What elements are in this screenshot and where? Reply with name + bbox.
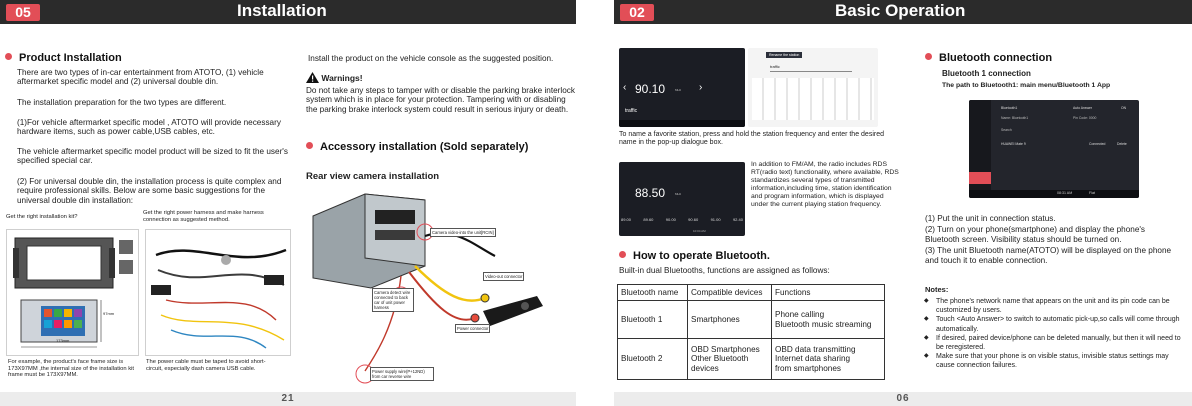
rear-camera-diagram	[305, 186, 545, 386]
how-to-bluetooth-heading: How to operate Bluetooth.	[619, 250, 770, 262]
bluetooth-table	[617, 284, 885, 380]
label-video-out: Video-out connector	[485, 274, 523, 279]
keyboard	[752, 78, 874, 120]
bluetooth-1-sub: Bluetooth 1 connection	[942, 69, 1031, 78]
dimension-width: 173mm	[56, 338, 70, 343]
arrow-left-icon: ‹	[623, 82, 627, 93]
radio-caption-rename: To name a favorite station, press and hold the station frequency and enter the desired name in the pop-up dialogue box.	[619, 131, 884, 147]
preset-6[interactable]: 92.40	[732, 217, 743, 222]
note-item: ◆ Touch <Auto Answer> to switch to automatic pick-up,so calls will come through automatically.	[922, 315, 1184, 333]
pin-field[interactable]: Pin Code: 0000	[1073, 116, 1097, 120]
bt-status-bar	[969, 190, 1139, 198]
bluetooth-connection-heading: Bluetooth connection	[925, 52, 1052, 64]
table-cell: Bluetooth 2	[618, 339, 688, 380]
header-cell: Functions	[772, 285, 885, 301]
harness-drawing	[146, 230, 290, 355]
radio-unit-1: MHz	[675, 88, 682, 92]
notes-title: Notes:	[925, 285, 949, 294]
bt1-title: Bluetooth1	[1001, 106, 1018, 110]
preset-4[interactable]: 90.60	[688, 217, 699, 222]
how-to-bluetooth-sub: Built-in dual Bluetooths, functions are assigned as follows:	[619, 266, 830, 275]
radio-screen-main	[619, 48, 745, 127]
caption-frame: For example, the product's face frame size is 173X97MM ,the internal size of the installation kit frame must be 173X97MM.	[8, 359, 134, 379]
step-3: (3) The unit Bluetooth name(ATOTO) will be displayed on the phone	[925, 245, 1172, 255]
install-kit-image	[6, 229, 139, 356]
paired-device[interactable]: HUAWEI Mate 9	[1001, 142, 1026, 146]
label-reverse-wire: Camera detect wire connected to back car of unit power harness	[372, 288, 414, 312]
install-p5: (2) For universal double din, the installation process is quite complex and require professional skills. Below are some basic suggestions for the universal double din installation:	[17, 177, 282, 205]
rear-camera-drawing	[305, 186, 545, 386]
caption-harness: Get the right power harness and make harness connection as suggested method.	[143, 210, 264, 223]
power-harness-image	[145, 229, 291, 356]
table-header-row	[618, 285, 885, 301]
label-power-connector: Power connector	[457, 326, 489, 331]
label-power-supply: Power supply wire(P+12ND) from car reverse wire	[370, 367, 434, 381]
step-1: (1) Put the unit in connection status.	[925, 214, 1056, 223]
install-intro: Install the product on the vehicle console as the suggested position.	[308, 54, 554, 63]
radio-screen-rds	[619, 162, 745, 236]
caption-kit: Get the right installation kit?	[6, 214, 78, 220]
bluetooth-path: The path to Bluetooth1: main menu/Bluetooth 1 App	[942, 82, 1111, 89]
note-item: ◆ The phone's network name that appears on the unit and its pin code can be customized by users.	[922, 297, 1184, 315]
step-2-cont: Bluetooth screen. Visibility status should be turned on.	[925, 235, 1122, 245]
table-row	[618, 339, 885, 380]
table-row	[618, 301, 885, 339]
auto-answer-toggle[interactable]: ON	[1121, 106, 1127, 110]
caption-power: The power cable must be taped to avoid short-circuit, especially dash camera USB cable.	[146, 359, 266, 372]
right-page-badge: 02	[620, 4, 654, 21]
rds-description: In addition to FM/AM, the radio includes RDS RT(radio text) functionality, where available, RDS standardizes several types of transmitted information,including time, station identification and program information, which is displayed under the current playing station frequency.	[751, 161, 899, 209]
delete-button[interactable]: Delete	[1117, 142, 1127, 146]
table-cell: OBD data transmitting Internet data sharing from smartphones	[772, 339, 885, 380]
note-item: ◆ If desired, paired device/phone can be deleted manually, but then it will need to be reregistered.	[922, 334, 1184, 352]
rear-camera-heading: Rear view camera installation	[306, 171, 440, 182]
table-cell: OBD Smartphones Other Bluetooth devices	[688, 339, 772, 380]
header-cell: Compatible devices	[688, 285, 772, 301]
right-page-title: Basic Operation	[835, 1, 966, 20]
label-video-in: Camera video-into the unit[RCIN]	[432, 230, 494, 235]
install-p2: The installation preparation for the two types are different.	[17, 98, 227, 107]
bullet-dot	[5, 53, 12, 60]
preset-1[interactable]: 89.00	[621, 217, 632, 222]
warnings-text: Do not take any steps to tamper with or disable the parking brake interlock system which is in place for your protection. Tampering with or disabling the parking brake interlock system could result in serious injury or death.	[306, 86, 575, 114]
table-cell: Smartphones	[688, 301, 772, 339]
install-p4: The vehicle aftermarket specific model product will be sized to fit the user's specified special car.	[17, 147, 288, 166]
rename-dialog-screen	[748, 48, 878, 127]
preset-2[interactable]: 89.60	[643, 217, 654, 222]
radio-status-bar	[619, 120, 745, 127]
table-cell: Phone calling Bluetooth music streaming	[772, 301, 885, 339]
table-cell: Bluetooth 1	[618, 301, 688, 339]
rename-dialog-title: Rename the station	[766, 52, 802, 58]
accessory-heading: Accessory installation (Sold separately)	[306, 141, 528, 153]
dimension-height: 97mm	[103, 311, 115, 316]
station-name-label: traffic	[625, 108, 638, 114]
radio-time: 10:04 AM	[693, 229, 706, 233]
step-3-cont: and touch it to enable connection.	[925, 256, 1048, 266]
radio-freq-1: 90.10	[635, 82, 666, 96]
product-installation-heading: Product Installation	[5, 52, 122, 64]
install-p1: There are two types of in-car entertainment from ATOTO, (1) vehicle aftermarket specific model and (2) universal double din.	[17, 68, 264, 87]
rename-input[interactable]: traffic	[770, 64, 852, 72]
preset-row	[621, 217, 743, 222]
bullet-dot	[619, 251, 626, 258]
install-kit-drawing	[7, 230, 138, 355]
note-item: ◆ Make sure that your phone is on visible status, invisible status settings may cause connection failures.	[922, 352, 1184, 370]
auto-answer-label: Auto Answer	[1073, 106, 1093, 110]
preset-3[interactable]: 90.00	[665, 217, 676, 222]
connection-steps	[925, 214, 1190, 267]
bt-flat: Flat	[1089, 191, 1095, 195]
notes-list	[922, 297, 1184, 371]
bullet-dot	[925, 53, 932, 60]
left-page-title: Installation	[237, 1, 327, 20]
radio-freq-2: 88.50	[635, 186, 666, 200]
search-button[interactable]: Search	[1001, 128, 1012, 132]
radio-unit-2: MHz	[675, 192, 682, 196]
bt-side-item-active[interactable]	[969, 172, 991, 184]
step-2: (2) Turn on your phone(smartphone) and display the phone's	[925, 224, 1146, 234]
preset-5[interactable]: 91.00	[710, 217, 721, 222]
bullet-dot	[306, 142, 313, 149]
name-field[interactable]: Name: Bluetooth1	[1001, 116, 1029, 120]
connected-status: Connected	[1089, 142, 1106, 146]
left-footer: 21	[0, 392, 576, 406]
bluetooth-settings-screen	[969, 100, 1139, 198]
install-p3: (1)For vehicle aftermarket specific model , ATOTO will provide necessary hardware items, such as power cable,USB cables, etc.	[17, 118, 281, 137]
arrow-right-icon: ›	[699, 82, 703, 93]
header-cell: Bluetooth name	[618, 285, 688, 301]
warning-triangle-icon	[306, 72, 319, 85]
left-page-badge: 05	[6, 4, 40, 21]
right-footer: 06	[614, 392, 1192, 406]
bt-time: 08:31 AM	[1057, 191, 1073, 195]
warnings-title: Warnings!	[306, 72, 363, 85]
